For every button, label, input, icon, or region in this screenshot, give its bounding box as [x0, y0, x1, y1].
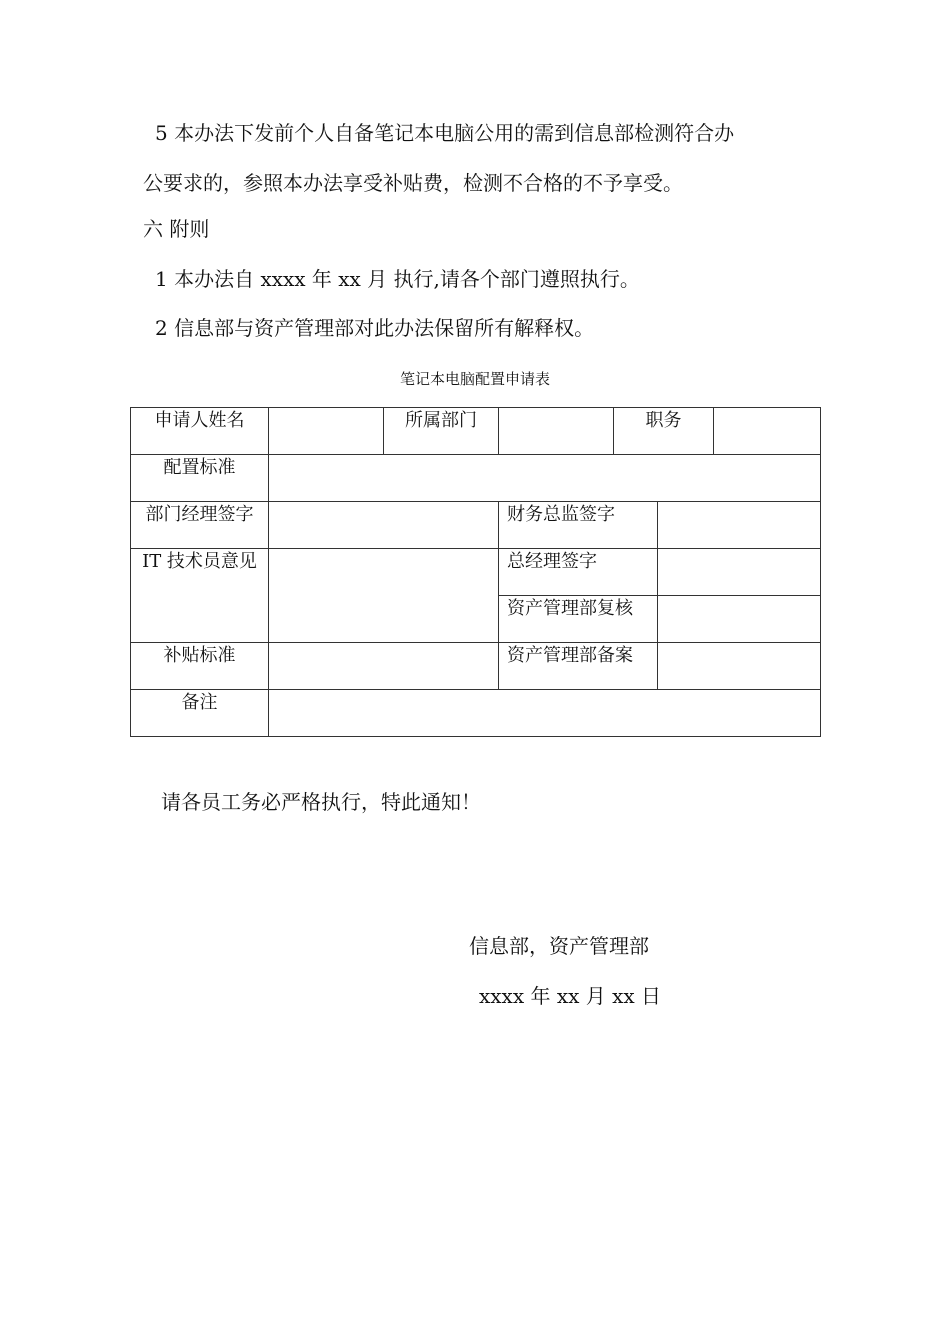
label-cell	[131, 502, 269, 549]
remarks-field[interactable]	[269, 690, 821, 737]
table-row	[131, 690, 821, 737]
laptop-config-application-form	[130, 407, 821, 737]
table-row	[131, 455, 821, 502]
it-opinion-label: IT 技术员意见	[142, 551, 257, 572]
applicant-name-field[interactable]	[269, 408, 384, 455]
gm-sign-label: 总经理签字	[507, 551, 597, 572]
section-heading-appendix: 六 附则	[143, 217, 210, 241]
asset-review-field[interactable]	[658, 596, 821, 643]
label-cell	[499, 549, 658, 596]
table-row	[131, 549, 821, 596]
table-row	[131, 643, 821, 690]
label-cell	[131, 455, 269, 502]
label-cell	[131, 690, 269, 737]
label-cell	[384, 408, 499, 455]
label-cell	[499, 596, 658, 643]
label-cell	[131, 549, 269, 643]
config-standard-field[interactable]	[269, 455, 821, 502]
finance-director-sign-label: 财务总监签字	[507, 504, 615, 525]
asset-review-label: 资产管理部复核	[507, 598, 633, 619]
asset-record-field[interactable]	[658, 643, 821, 690]
label-cell	[131, 408, 269, 455]
label-cell	[499, 502, 658, 549]
subsidy-standard-label: 补贴标准	[163, 645, 236, 666]
asset-record-label: 资产管理部备案	[507, 645, 633, 666]
applicant-name-label: 申请人姓名	[154, 410, 245, 431]
label-cell	[499, 643, 658, 690]
finance-director-sign-field[interactable]	[658, 502, 821, 549]
config-standard-label: 配置标准	[163, 457, 236, 478]
it-opinion-field[interactable]	[269, 549, 499, 643]
gm-sign-field[interactable]	[658, 549, 821, 596]
dept-manager-sign-label: 部门经理签字	[145, 504, 254, 525]
closing-notice: 请各员工务必严格执行，特此通知！	[161, 790, 481, 814]
subsidy-standard-field[interactable]	[269, 643, 499, 690]
label-cell	[614, 408, 714, 455]
table-row	[131, 502, 821, 549]
remarks-label: 备注	[181, 692, 218, 713]
paragraph-item5-line2: 公要求的，参照本办法享受补贴费，检测不合格的不予享受。	[143, 171, 683, 195]
appendix-item2: 2 信息部与资产管理部对此办法保留所有解释权。	[155, 316, 595, 340]
signature-issuer: 信息部，资产管理部	[469, 934, 649, 958]
position-label: 职务	[645, 410, 682, 431]
dept-manager-sign-field[interactable]	[269, 502, 499, 549]
paragraph-item5-line1: 5 本办法下发前个人自备笔记本电脑公用的需到信息部检测符合办	[155, 121, 735, 145]
form-title: 笔记本电脑配置申请表	[399, 370, 550, 388]
label-cell	[131, 643, 269, 690]
appendix-item1: 1 本办法自 xxxx 年 xx 月 执行,请各个部门遵照执行。	[155, 267, 640, 291]
department-label: 所属部门	[405, 410, 477, 431]
position-field[interactable]	[714, 408, 821, 455]
department-field[interactable]	[499, 408, 614, 455]
table-row	[131, 408, 821, 455]
signature-date: xxxx 年 xx 月 xx 日	[479, 984, 662, 1008]
